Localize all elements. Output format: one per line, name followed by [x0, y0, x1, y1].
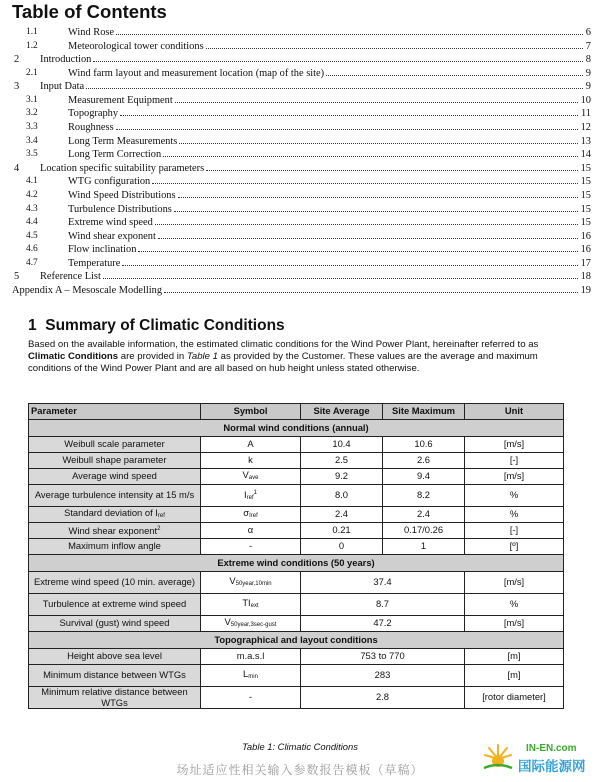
toc-entry-page: 11 — [580, 108, 591, 120]
watermark-domain: IN-EN.com — [526, 743, 577, 754]
toc-entry-label: Reference List — [40, 271, 101, 283]
parameter-cell — [29, 539, 201, 555]
site-maximum-cell: 2.4 — [383, 507, 465, 523]
table-row — [29, 572, 564, 594]
parameter-cell — [29, 507, 201, 523]
toc-title: Table of Contents — [12, 1, 167, 22]
group-header-cell: Extreme wind conditions (50 years) — [29, 555, 564, 572]
parameter-subscript: ref — [157, 512, 165, 519]
toc-entry-label: Measurement Equipment — [68, 94, 173, 106]
toc-entry — [0, 257, 600, 271]
toc-leader-dots — [206, 162, 578, 171]
table-row — [29, 665, 564, 687]
table-row — [29, 616, 564, 632]
site-average-cell: 8.0 — [301, 485, 383, 507]
symbol-cell — [201, 485, 301, 507]
toc-entry-number: 4.5 — [26, 230, 38, 241]
header-parameter: Parameter — [29, 404, 201, 420]
toc-entry — [0, 121, 600, 135]
parameter-text: Turbulence at extreme wind speed — [42, 598, 187, 610]
toc-entry-label: WTG configuration — [68, 176, 151, 188]
symbol-text: A — [247, 438, 254, 450]
merged-value-cell: 37.4 — [301, 572, 465, 594]
toc-entry — [0, 216, 600, 230]
toc-entry-page: 15 — [580, 162, 591, 174]
symbol-text: I — [244, 488, 247, 500]
toc-entry-page: 10 — [580, 94, 591, 106]
table-row — [29, 437, 564, 453]
site-average-cell: 2.4 — [301, 507, 383, 523]
toc-entry-number: 3.1 — [26, 94, 38, 105]
symbol-subscript: 50year,3sec-gust — [230, 621, 277, 628]
symbol-text: k — [248, 454, 253, 466]
site-maximum-cell: 2.6 — [383, 453, 465, 469]
toc-entry-page: 8 — [585, 54, 591, 66]
toc-entry-number: 4 — [14, 162, 20, 174]
table-header-row — [29, 404, 564, 420]
toc-leader-dots — [116, 121, 578, 130]
toc-entry-page: 14 — [580, 149, 591, 161]
symbol-cell — [201, 572, 301, 594]
unit-cell: [m/s] — [465, 616, 564, 632]
symbol-cell — [201, 453, 301, 469]
unit-cell: [º] — [465, 539, 564, 555]
toc-entry-number: 4.3 — [26, 203, 38, 214]
toc-entry-label: Roughness — [68, 122, 114, 134]
toc-entry-label: Location specific suitability parameters — [40, 162, 205, 174]
unit-cell: % — [465, 507, 564, 523]
toc-entry-page: 15 — [580, 203, 591, 215]
toc-entry-label: Long Term Measurements — [68, 135, 178, 147]
symbol-cell — [201, 616, 301, 632]
toc-leader-dots — [163, 148, 578, 157]
header-site-maximum: Site Maximum — [383, 404, 465, 420]
merged-value-cell: 8.7 — [301, 594, 465, 616]
unit-cell: % — [465, 594, 564, 616]
section-paragraph: Based on the available information, the estimated climatic conditions for the Wind Power Plant, hereinafter referred to as Climatic Conditions are provided in Table 1 as provided by the Customer. These values are the average and maximum conditions of the Wind Power Plant and are all based on hub height unless stated otherwise. — [28, 339, 539, 374]
toc-entry-page: 19 — [580, 285, 591, 297]
symbol-cell — [201, 649, 301, 665]
toc-entry-label: Wind Speed Distributions — [68, 189, 176, 201]
merged-value-cell: 283 — [301, 665, 465, 687]
symbol-text: V — [229, 574, 236, 586]
parameter-cell — [29, 665, 201, 687]
toc-entry-number: 4.4 — [26, 217, 38, 228]
merged-value-cell: 47.2 — [301, 616, 465, 632]
toc-entry-label: Introduction — [40, 54, 92, 66]
toc-entry — [0, 148, 600, 162]
symbol-text: V — [242, 468, 249, 480]
table-row — [29, 469, 564, 485]
watermark-name: 国际能源网 — [518, 759, 586, 775]
parameter-text: Weibull shape parameter — [62, 454, 167, 466]
toc-entry-number: 3.2 — [26, 108, 38, 119]
toc-entry-page: 6 — [585, 27, 591, 38]
parameter-cell — [29, 572, 201, 594]
toc-entry — [0, 175, 600, 189]
symbol-cell — [201, 539, 301, 555]
parameter-text: Weibull scale parameter — [64, 438, 165, 450]
symbol-text: α — [247, 524, 254, 536]
table-row — [29, 687, 564, 709]
header-symbol: Symbol — [201, 404, 301, 420]
site-average-cell: 2.5 — [301, 453, 383, 469]
toc-entry-label: Temperature — [68, 257, 121, 269]
site-maximum-cell: 0.17/0.26 — [383, 523, 465, 539]
site-maximum-cell: 8.2 — [383, 485, 465, 507]
symbol-subscript: ref — [246, 494, 254, 501]
symbol-subscript: ave — [248, 474, 259, 481]
toc-entry-number: 3.4 — [26, 135, 38, 146]
toc-entry-page: 7 — [585, 40, 591, 52]
toc-entry — [0, 80, 600, 94]
toc-entry-label: Extreme wind speed — [68, 217, 153, 229]
toc-entry-label: Turbulence Distributions — [68, 203, 172, 215]
merged-value-cell: 2.8 — [301, 687, 465, 709]
toc-entry-number: 4.7 — [26, 257, 38, 268]
header-unit: Unit — [465, 404, 564, 420]
unit-cell: [-] — [465, 523, 564, 539]
toc-leader-dots — [138, 243, 578, 252]
toc-entry-page: 9 — [585, 67, 591, 79]
table-caption: Table 1: Climatic Conditions — [242, 741, 358, 752]
symbol-text: - — [248, 540, 253, 552]
toc-entry — [0, 26, 600, 40]
toc-leader-dots — [326, 67, 583, 76]
group-header-row — [29, 420, 564, 437]
site-average-cell: 10.4 — [301, 437, 383, 453]
toc-entry — [0, 270, 600, 284]
parameter-text: Minimum relative distance between WTGs — [41, 686, 188, 708]
toc-entry — [0, 230, 600, 244]
unit-cell: [-] — [465, 453, 564, 469]
parameter-cell — [29, 523, 201, 539]
toc-leader-dots — [116, 26, 583, 35]
section-title: 1 Summary of Climatic Conditions — [28, 317, 285, 334]
toc-entry-number: 3 — [14, 81, 20, 93]
group-header-row — [29, 555, 564, 572]
group-header-cell: Normal wind conditions (annual) — [29, 420, 564, 437]
unit-cell: [m/s] — [465, 572, 564, 594]
parameter-cell — [29, 485, 201, 507]
symbol-cell — [201, 437, 301, 453]
toc-entry-page: 9 — [585, 81, 591, 93]
toc-entry-page: 15 — [580, 189, 591, 201]
group-header-row — [29, 632, 564, 649]
toc-entry — [0, 135, 600, 149]
unit-cell: [rotor diameter] — [465, 687, 564, 709]
symbol-subscript: 50year,10min — [235, 580, 272, 587]
unit-cell: [m/s] — [465, 437, 564, 453]
parameter-cell — [29, 594, 201, 616]
toc-entry-number: 2 — [14, 54, 20, 66]
parameter-cell — [29, 469, 201, 485]
parameter-cell — [29, 687, 201, 709]
watermark-logo — [480, 738, 592, 776]
symbol-text: V — [224, 615, 231, 627]
parameter-text: Minimum distance between WTGs — [43, 669, 186, 681]
footer-text: 场址适应性相关输入参数报告模板（草稿） — [176, 763, 424, 777]
parameter-text: Maximum inflow angle — [68, 540, 161, 552]
toc-leader-dots — [174, 203, 578, 212]
symbol-cell — [201, 523, 301, 539]
symbol-text: - — [248, 691, 253, 703]
toc-entry — [0, 284, 600, 298]
parameter-text: Average wind speed — [72, 470, 157, 482]
symbol-text: L — [243, 667, 249, 679]
toc-leader-dots — [122, 257, 578, 266]
toc-leader-dots — [178, 189, 578, 198]
unit-cell: [m] — [465, 665, 564, 687]
symbol-superscript: 1 — [253, 489, 257, 496]
sun-logo-icon — [480, 741, 516, 773]
toc-entry-page: 15 — [580, 176, 591, 188]
toc-entry-page: 13 — [580, 135, 591, 147]
symbol-cell — [201, 687, 301, 709]
toc-entry — [0, 203, 600, 217]
toc-entry — [0, 189, 600, 203]
symbol-cell — [201, 507, 301, 523]
symbol-subscript: ext — [250, 602, 259, 609]
table-row — [29, 539, 564, 555]
toc-leader-dots — [206, 40, 583, 49]
toc-entry-label: Wind Rose — [68, 27, 115, 38]
site-maximum-cell: 9.4 — [383, 469, 465, 485]
symbol-cell — [201, 469, 301, 485]
toc-entry-page: 16 — [580, 244, 591, 256]
parameter-text: Wind shear exponent — [68, 525, 158, 537]
site-average-cell: 9.2 — [301, 469, 383, 485]
symbol-text: TI — [242, 596, 251, 608]
header-site-average: Site Average — [301, 404, 383, 420]
toc-entry-number: 4.1 — [26, 176, 38, 187]
table-row — [29, 523, 564, 539]
symbol-text: m.a.s.l — [236, 650, 265, 662]
toc-leader-dots — [93, 53, 583, 62]
symbol-subscript: min — [248, 673, 258, 680]
table-row — [29, 485, 564, 507]
toc-entry-label: Input Data — [40, 81, 85, 93]
toc-entry-number: 3.3 — [26, 122, 38, 133]
toc-entry-page: 15 — [580, 217, 591, 229]
symbol-cell — [201, 594, 301, 616]
site-average-cell: 0.21 — [301, 523, 383, 539]
toc-entry-label: Wind farm layout and measurement location (map of the site) — [68, 67, 325, 79]
parameter-text: Survival (gust) wind speed — [59, 617, 170, 629]
parameter-cell — [29, 453, 201, 469]
merged-value-cell: 753 to 770 — [301, 649, 465, 665]
toc-entry-number: 3.5 — [26, 149, 38, 160]
toc-entry-label: Meteorological tower conditions — [68, 40, 204, 52]
toc-leader-dots — [86, 80, 583, 89]
climatic-conditions-table — [28, 403, 564, 709]
table-row — [29, 594, 564, 616]
toc-entry — [0, 107, 600, 121]
parameter-cell — [29, 437, 201, 453]
toc-entry-label: Appendix A – Mesoscale Modelling — [12, 285, 163, 297]
toc-entry-label: Wind shear exponent — [68, 230, 156, 242]
toc-entry — [0, 94, 600, 108]
toc-entry-label: Flow inclination — [68, 244, 137, 256]
toc-leader-dots — [179, 135, 578, 144]
toc-entry-number: 4.6 — [26, 244, 38, 255]
unit-cell: % — [465, 485, 564, 507]
toc-leader-dots — [103, 270, 578, 279]
parameter-text: Standard deviation of I — [64, 506, 158, 518]
toc-entry-number: 5 — [14, 271, 20, 283]
site-average-cell: 0 — [301, 539, 383, 555]
site-maximum-cell: 10.6 — [383, 437, 465, 453]
parameter-text: Extreme wind speed (10 min. average) — [33, 576, 195, 588]
parameter-cell — [29, 649, 201, 665]
toc-entry — [0, 67, 600, 81]
symbol-cell — [201, 665, 301, 687]
toc-entry — [0, 243, 600, 257]
group-header-cell: Topographical and layout conditions — [29, 632, 564, 649]
symbol-text: σ — [243, 506, 250, 518]
toc-leader-dots — [120, 107, 578, 116]
parameter-text: Average turbulence intensity at 15 m/s — [34, 489, 195, 501]
table-row — [29, 507, 564, 523]
parameter-superscript: 2 — [157, 526, 161, 533]
toc-entry-label: Long Term Correction — [68, 149, 162, 161]
toc-entry-label: Topography — [68, 108, 119, 120]
symbol-subscript: Iref — [249, 512, 258, 519]
toc-leader-dots — [158, 230, 578, 239]
table-row — [29, 649, 564, 665]
toc-leader-dots — [164, 284, 578, 293]
toc-leader-dots — [152, 175, 578, 184]
toc-entry — [0, 53, 600, 67]
unit-cell: [m/s] — [465, 469, 564, 485]
toc-entry-page: 17 — [580, 257, 591, 269]
toc-entry-number: 1.2 — [26, 40, 38, 51]
toc-entry-page: 12 — [580, 122, 591, 134]
toc-entry-number: 1.1 — [26, 27, 38, 37]
toc-entry — [0, 162, 600, 176]
toc-leader-dots — [155, 216, 578, 225]
toc-entry-number: 2.1 — [26, 67, 38, 78]
toc-entry — [0, 40, 600, 54]
parameter-cell — [29, 616, 201, 632]
parameter-text: Height above sea level — [67, 650, 162, 662]
toc-entry-number: 4.2 — [26, 189, 38, 200]
toc-leader-dots — [175, 94, 578, 103]
toc-entry-page: 18 — [580, 271, 591, 283]
toc-entry-page: 16 — [580, 230, 591, 242]
site-maximum-cell: 1 — [383, 539, 465, 555]
table-row — [29, 453, 564, 469]
unit-cell: [m] — [465, 649, 564, 665]
